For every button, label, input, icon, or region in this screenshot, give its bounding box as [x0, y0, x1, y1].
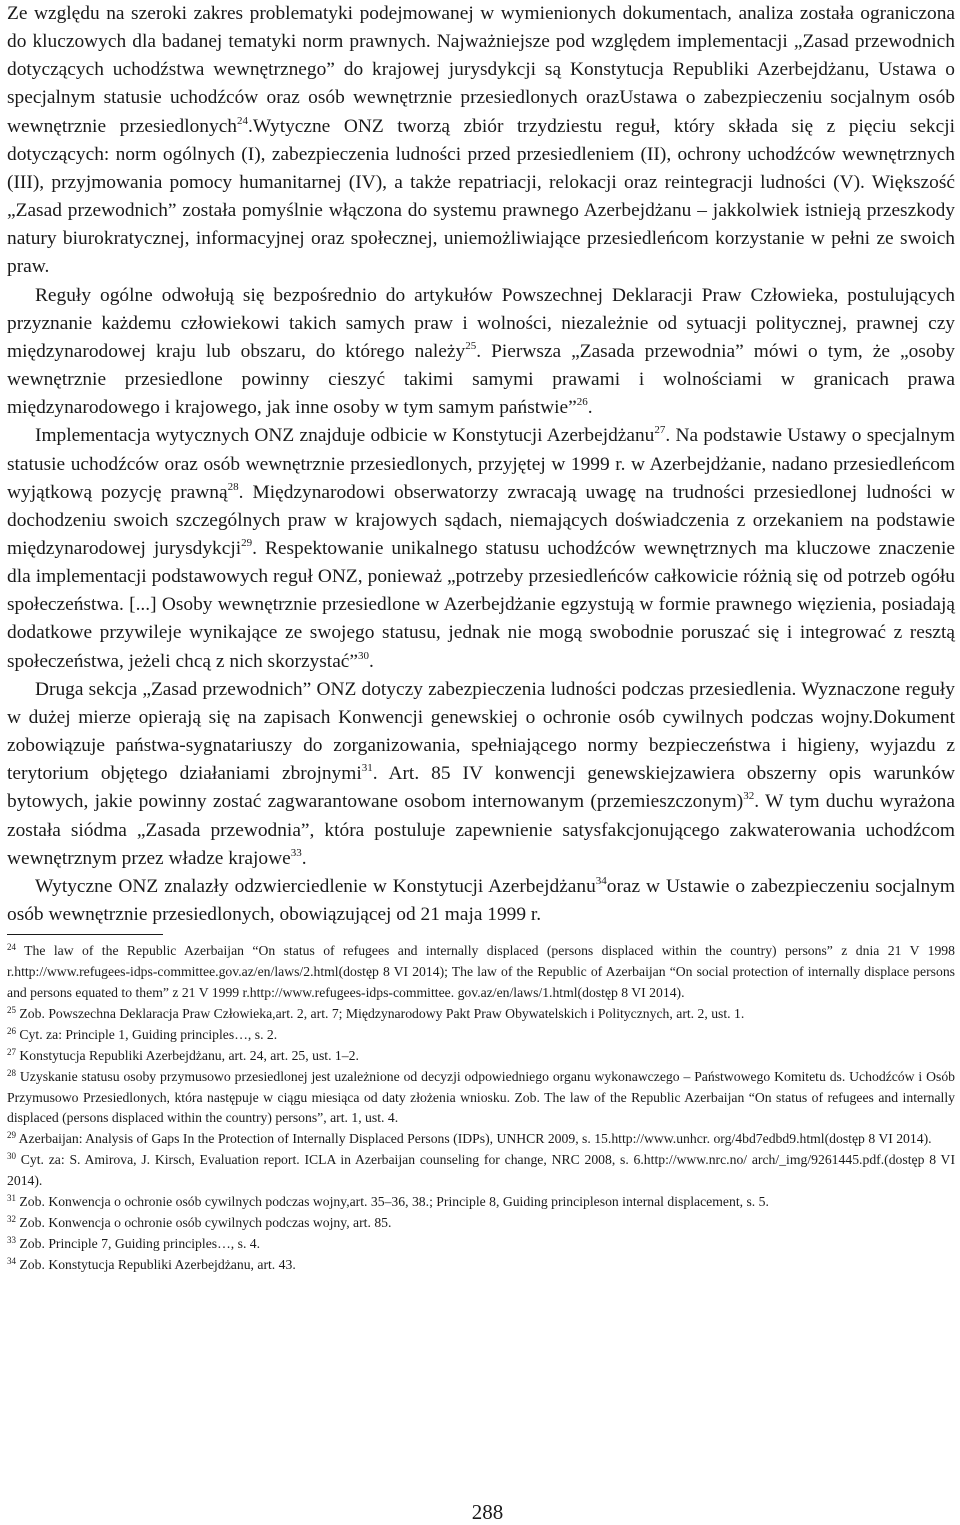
document-page	[7, 0, 955, 1276]
footnote-number: 27	[7, 1046, 16, 1057]
footnote-number: 34	[7, 1255, 16, 1266]
footnote-ref-24[interactable]: 24	[237, 114, 249, 127]
footnote-32: $^{32}$ Zob. Konwencja o ochronie osób cywilnych podczas wojny, art. 85.	[7, 1213, 392, 1230]
footnote-number: 28	[7, 1067, 16, 1078]
footnote-number: 32	[7, 1213, 16, 1224]
paragraph-5: Wytyczne ONZ znalazły odzwierciedlenie w Konstytucji Azerbejdżanu$^{34}$oraz w Ustawie o zabezpieczeniu socjalnym osób wewnętrznie przesiedlonych, obowiązującej od 21 maja 1999 r.	[7, 874, 955, 925]
footnote-24: $^{24}$ The law of the Republic Azerbaijan “On status of refugees and internally displaced (persons displaced within the country) persons” z dnia 21 V 1998 r.http://www.refugees-idps-committee.gov.az/en/laws/2.html(dostęp 8 VI 2014); The law of the Republic of Azerbaijan “On social protection of internally displace persons and persons equated to them” z 21 V 1999 r.http://www.refugees-idps-committee. gov.az/en/laws/1.html(dostęp 8 VI 2014).	[7, 942, 955, 1000]
footnote-ref-31[interactable]: 31	[361, 762, 373, 775]
paragraph-3: Implementacja wytycznych ONZ znajduje odbicie w Konstytucji Azerbejdżanu$^{27}$. Na podstawie Ustawy o specjalnym statusie uchodźców oraz osób wewnętrznie przesiedlonych, przyjętej w 1999 r. w Azerbejdżanie, nadano przesiedleńcom wyjątkową pozycję prawną$^{28}$. Międzynarodowi obserwatorzy zwracają uwagę na trudności przesiedlonej ludności w dochodzeniu swoich szczególnych praw w krajowych sądach, niemających doświadczenia z orzekaniem na podstawie międzynarodowej jurysdykcji$^{29}$. Respektowanie unikalnego statusu uchodźców wewnętrznych ma kluczowe znaczenie dla implementacji podstawowych reguł ONZ, ponieważ „potrzeby przesiedleńców całkowicie różnią się od potrzeb ogółu społeczeństwa. [...] Osoby wewnętrznie przesiedlone w Azerbejdżanie egzystują w formie prawnego więzienia, posiadają dodatkowe przywileje wynikające ze swojego statusu, jednak nie mogą swobodnie poruszać się i integrować z resztą społeczeństwa, jeżeli chcą z nich skorzystać”$^{30}$.	[7, 424, 955, 672]
footnote-number: 30	[7, 1151, 16, 1162]
footnote-29: $^{29}$ Azerbaijan: Analysis of Gaps In the Protection of Internally Displaced Persons (IDPs), UNHCR 2009, s. 15.http://www.unhcr. org/4bd7edbd9.html(dostęp 8 VI 2014).	[7, 1130, 932, 1147]
footnote-34: $^{34}$ Zob. Konstytucja Republiki Azerbejdżanu, art. 43.	[7, 1255, 296, 1272]
footnote-31: $^{31}$ Zob. Konwencja o ochronie osób cywilnych podczas wojny,art. 35–36, 38.; Principle 8, Guiding principleson internal displacement, s. 5.	[7, 1193, 769, 1210]
footnote-ref-25[interactable]: 25	[465, 339, 477, 352]
paragraph-4: Druga sekcja „Zasad przewodnich” ONZ dotyczy zabezpieczenia ludności podczas przesiedlenia. Wyznaczone reguły w dużej mierze opierają się na zapisach Konwencji genewskiej o ochronie osób cywilnych podczas wojny.Dokument zobowiązuje państwa-sygnatariuszy do zorganizowania, spełniającego normy bezpieczeństwa i higieny, wyjazdu z terytorium objętego działaniami zbrojnymi$^{31}$. Art. 85 IV konwencji genewskiejzawiera obszerny opis warunków bytowych, jakie powinny zostać zagwarantowane osobom internowanym (przemieszczonym)$^{32}$. W tym duchu wyrażona została siódma „Zasada przewodnia”, która postuluje zapewnienie satysfakcjonującego zakwaterowania uchodźcom wewnętrznym przez władze krajowe$^{33}$.	[7, 678, 955, 869]
footnote-number: 29	[7, 1130, 16, 1141]
footnote-number: 26	[7, 1025, 16, 1036]
footnote-ref-27[interactable]: 27	[654, 424, 666, 437]
footnote-ref-28[interactable]: 28	[227, 480, 239, 493]
footnote-30: $^{30}$ Cyt. za: S. Amirova, J. Kirsch, Evaluation report. ICLA in Azerbaijan counseling for change, NRC 2008, s. 6.http://www.nrc.no/ arch/_img/9261445.pdf.(dostęp 8 VI 2014).	[7, 1151, 955, 1189]
footnote-separator	[7, 934, 163, 935]
footnote-ref-34[interactable]: 34	[595, 874, 607, 887]
footnote-ref-30[interactable]: 30	[358, 649, 370, 662]
footnotes	[7, 941, 955, 1276]
footnote-28: $^{28}$ Uzyskanie statusu osoby przymusowo przesiedlonej jest uzależnione od decyzji odpowiedniego organu wykonawczego – Państwowego Komitetu ds. Uchodźców i Osób Przymusowo Przesiedlonych, która następuje w ciągu miesiąca od daty złożenia wniosku. Zob. The law of the Republic Azerbaijan “On status of refugees and internally displaced (persons displaced within the country) persons”, art. 1, ust. 4.	[7, 1067, 956, 1126]
footnote-number: 31	[7, 1193, 16, 1204]
footnote-number: 33	[7, 1234, 16, 1245]
paragraph-2: Reguły ogólne odwołują się bezpośrednio do artykułów Powszechnej Deklaracji Praw Człowieka, postulujących przyznanie każdemu człowiekowi takich samych praw i wolności, niezależnie od sytuacji politycznej, prawnej czy międzynarodowej kraju lub obszaru, do którego należy$^{25}$. Pierwsza „Zasada przewodnia” mówi o tym, że „osoby wewnętrznie przesiedlone powinny cieszyć takimi samymi prawami i wolnościami w granicach prawa międzynarodowego i krajowego, jak inne osoby w tym samym państwie”$^{26}$.	[7, 284, 955, 419]
page-number: 288	[471, 1500, 504, 1524]
footnote-26: $^{26}$ Cyt. za: Principle 1, Guiding principles…, s. 2.	[7, 1025, 278, 1042]
footnote-25: $^{25}$ Zob. Powszechna Deklaracja Praw Człowieka,art. 2, art. 7; Międzynarodowy Pakt Praw Obywatelskich i Politycznych, art. 2, ust. 1.	[7, 1004, 745, 1021]
footnote-number: 24	[7, 942, 16, 953]
footnote-ref-33[interactable]: 33	[290, 846, 302, 859]
footnote-27: $^{27}$ Konstytucja Republiki Azerbejdżanu, art. 24, art. 25, ust. 1–2.	[7, 1046, 359, 1063]
paragraph-1: Ze względu na szeroki zakres problematyki podejmowanej w wymienionych dokumentach, analiza została ograniczona do kluczowych dla badanej tematyki norm prawnych. Najważniejsze pod względem implementacji „Zasad przewodnich dotyczących uchodźstwa wewnętrznego” do krajowej jurysdykcji są Konstytucja Republiki Azerbejdżanu, Ustawa o specjalnym statusie uchodźców oraz osób wewnętrznie przesiedlonych orazUstawa o zabezpieczeniu socjalnym osób wewnętrznie przesiedlonych$^{24}$.Wytyczne ONZ tworzą zbiór trzydziestu reguł, który składa się z pięciu sekcji dotyczących: norm ogólnych (I), zabezpieczenia ludności przed przesiedleniem (II), ochrony uchodźców wewnętrznych (III), przyjmowania pomocy humanitarnej (IV), a także repatriacji, relokacji oraz reintegracji ludności (V). Większość „Zasad przewodnich” została pomyślnie włączona do systemu prawnego Azerbejdżanu – jakkolwiek istnieją przeszkody natury biurokratycznej, informacyjnej oraz społecznej, uniemożliwiające przesiedleńcom korzystanie w pełni ze swoich praw.	[7, 3, 955, 278]
footnote-ref-26[interactable]: 26	[576, 396, 588, 409]
footnote-ref-29[interactable]: 29	[241, 536, 253, 549]
footnote-33: $^{33}$ Zob. Principle 7, Guiding principles…, s. 4.	[7, 1234, 261, 1251]
footnote-ref-32[interactable]: 32	[743, 790, 755, 803]
body-text	[7, 0, 955, 929]
footnote-number: 25	[7, 1004, 16, 1015]
